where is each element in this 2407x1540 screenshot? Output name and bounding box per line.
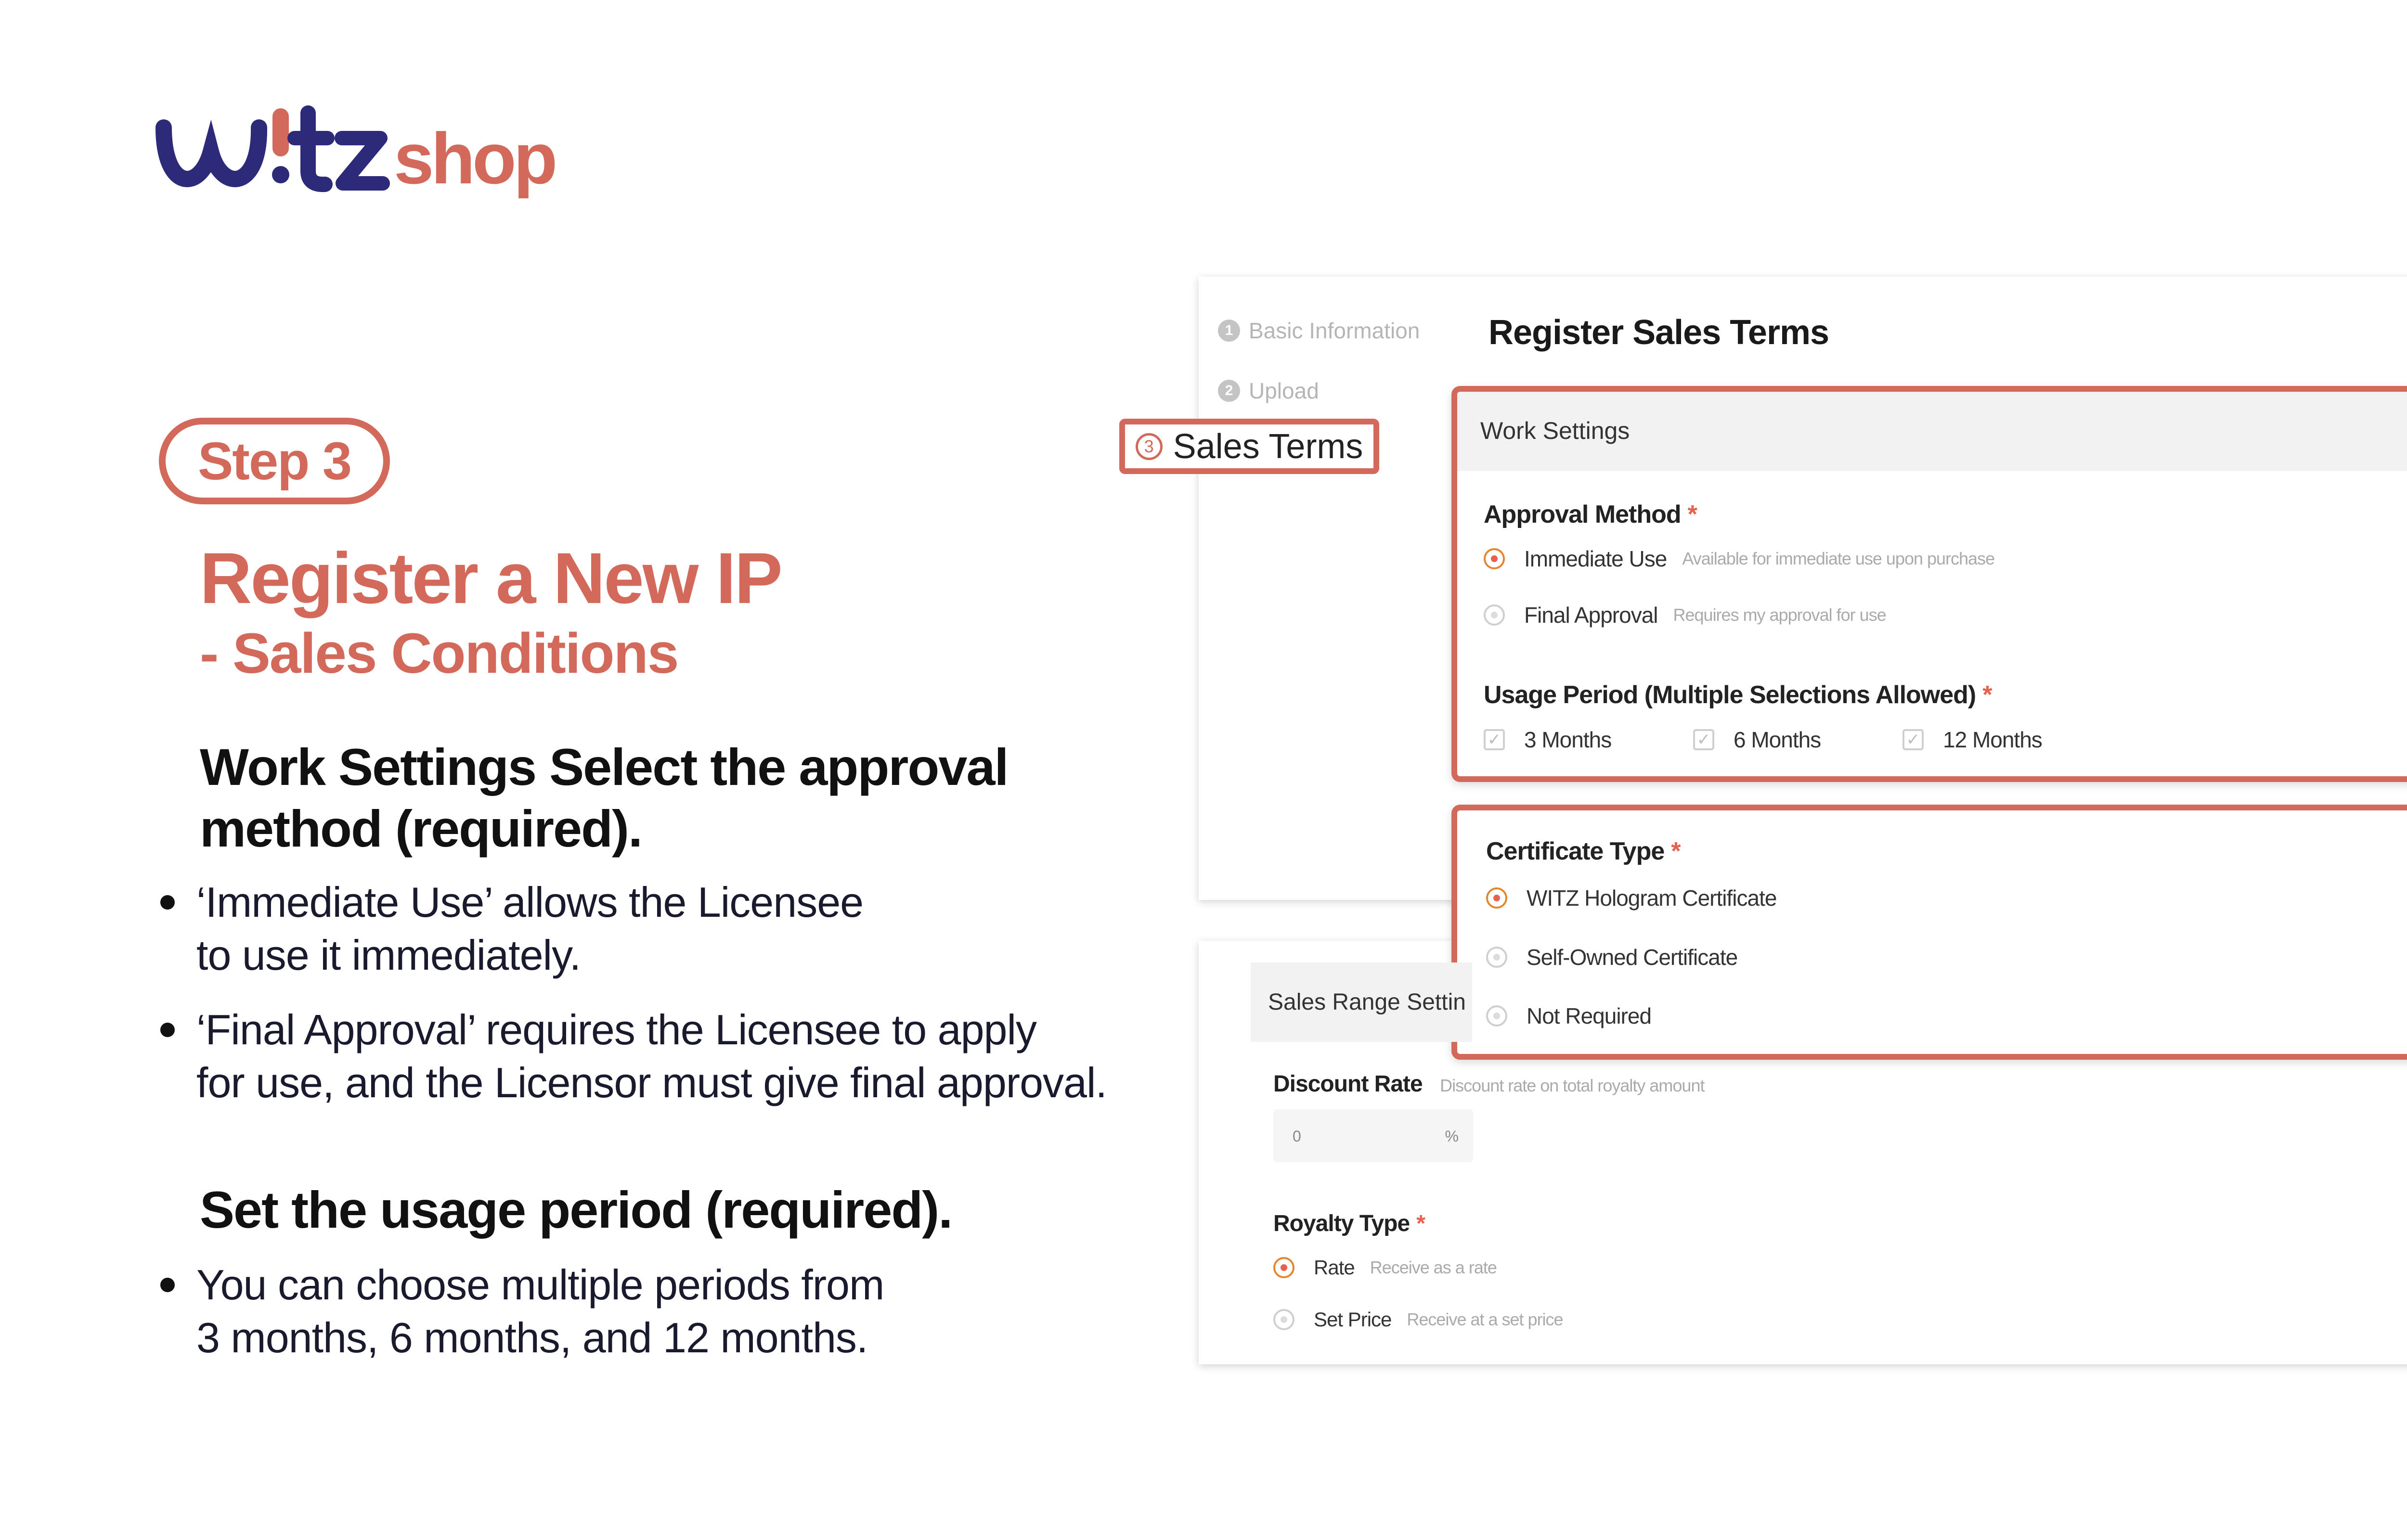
bullet-final-approval: ‘Final Approval’ requires the Licensee to apply for use, and the Licensor must give final approval. bbox=[196, 1003, 1159, 1109]
usage-period-heading: Set the usage period (required). bbox=[200, 1181, 952, 1239]
required-mark: * bbox=[1687, 500, 1697, 528]
step-number-icon: 3 bbox=[1136, 433, 1163, 460]
register-sales-terms-title: Register Sales Terms bbox=[1488, 313, 1829, 352]
bullet-dot bbox=[160, 1023, 175, 1037]
radio-set-price[interactable]: Set Price Receive at a set price bbox=[1273, 1308, 1563, 1331]
required-mark: * bbox=[1671, 837, 1681, 865]
radio-selected-icon bbox=[1486, 887, 1507, 909]
certificate-type-label: Certificate Type * bbox=[1486, 837, 1681, 865]
radio-unselected-icon bbox=[1273, 1309, 1294, 1330]
checkbox-icon: ✓ bbox=[1693, 729, 1714, 750]
svg-text:shop: shop bbox=[394, 118, 555, 199]
page-subtitle: - Sales Conditions bbox=[200, 622, 678, 685]
radio-not-required[interactable]: Not Required bbox=[1486, 1003, 1651, 1029]
bullet-dot bbox=[160, 895, 175, 910]
sales-range-settings-header: Sales Range Settin bbox=[1251, 962, 1472, 1042]
radio-unselected-icon bbox=[1486, 947, 1507, 968]
radio-witz-hologram-certificate[interactable]: WITZ Hologram Certificate bbox=[1486, 885, 1776, 911]
step-sales-terms[interactable]: 3 Sales Terms bbox=[1119, 419, 1379, 474]
bullet-immediate-use: ‘Immediate Use’ allows the Licensee to use it immediately. bbox=[196, 876, 1087, 982]
radio-unselected-icon bbox=[1486, 1005, 1507, 1027]
approval-method-label: Approval Method * bbox=[1484, 500, 1697, 528]
checkbox-3-months[interactable]: ✓ 3 Months bbox=[1484, 727, 1611, 753]
checkbox-6-months[interactable]: ✓ 6 Months bbox=[1693, 727, 1821, 753]
page-title: Register a New IP bbox=[200, 538, 781, 618]
step-badge: Step 3 bbox=[159, 418, 390, 504]
usage-period-label: Usage Period (Multiple Selections Allowed) * bbox=[1484, 681, 1992, 709]
radio-selected-icon bbox=[1484, 548, 1505, 569]
work-settings-heading: Work Settings Select the approval method (required). bbox=[200, 738, 1008, 858]
checkbox-12-months[interactable]: ✓ 12 Months bbox=[1902, 727, 2042, 753]
step-number-icon: 1 bbox=[1218, 320, 1240, 342]
step-basic-information[interactable]: 1 Basic Information bbox=[1218, 318, 1420, 344]
radio-rate[interactable]: Rate Receive as a rate bbox=[1273, 1256, 1497, 1279]
radio-immediate-use[interactable]: Immediate Use Available for immediate use upon purchase bbox=[1484, 546, 1994, 572]
royalty-type-label: Royalty Type * bbox=[1273, 1211, 1425, 1236]
required-mark: * bbox=[1982, 681, 1992, 709]
certificate-type-box bbox=[1451, 805, 2407, 1060]
discount-rate-row: Discount Rate Discount rate on total royalty amount bbox=[1273, 1071, 1705, 1097]
required-mark: * bbox=[1416, 1211, 1425, 1236]
bullet-dot bbox=[160, 1278, 175, 1292]
work-settings-box bbox=[1451, 386, 2407, 782]
work-settings-header: Work Settings bbox=[1457, 392, 2407, 471]
step-upload[interactable]: 2 Upload bbox=[1218, 378, 1319, 404]
witz-shop-logo bbox=[154, 94, 578, 219]
step-number-icon: 2 bbox=[1218, 380, 1240, 402]
discount-rate-input[interactable]: 0 % bbox=[1273, 1109, 1473, 1162]
radio-selected-icon bbox=[1273, 1257, 1294, 1278]
bullet-usage-periods: You can choose multiple periods from 3 months, 6 months, and 12 months. bbox=[196, 1258, 1087, 1364]
checkbox-icon: ✓ bbox=[1484, 729, 1505, 750]
radio-self-owned-certificate[interactable]: Self-Owned Certificate bbox=[1486, 944, 1737, 970]
checkbox-icon: ✓ bbox=[1902, 729, 1924, 750]
radio-final-approval[interactable]: Final Approval Requires my approval for use bbox=[1484, 602, 1886, 628]
radio-unselected-icon bbox=[1484, 604, 1505, 626]
